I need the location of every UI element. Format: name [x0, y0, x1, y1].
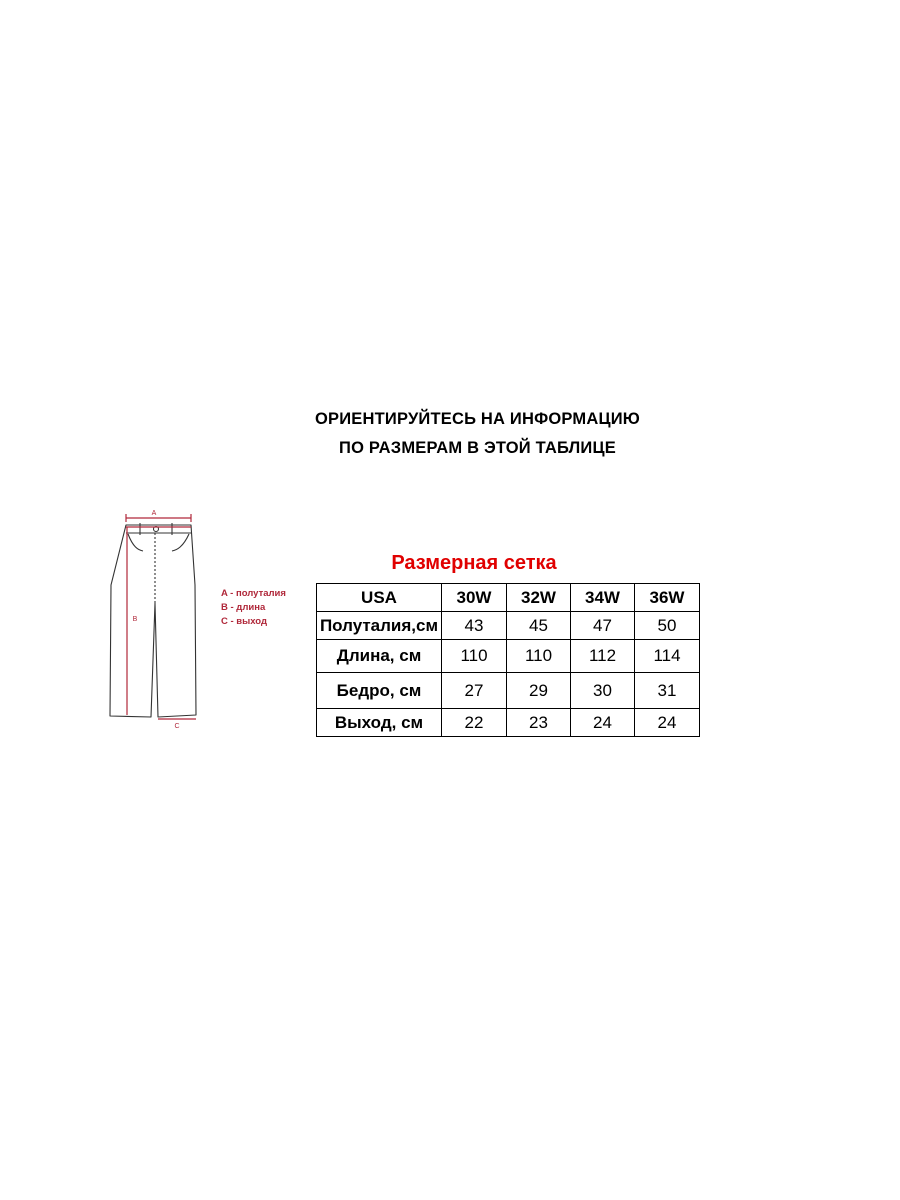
header-cell: 36W [635, 584, 700, 612]
legend-item-c: C - выход [221, 616, 268, 627]
label-b: B [132, 616, 138, 623]
header-cell: 30W [442, 584, 507, 612]
row-label: Выход, см [317, 709, 442, 737]
size-grid-title: Размерная сетка [391, 552, 557, 574]
page-heading [0, 405, 900, 463]
table-cell: 110 [442, 640, 507, 673]
table-cell: 24 [635, 709, 700, 737]
heading-line-1: ОРИЕНТИРУЙТЕСЬ НА ИНФОРМАЦИЮ [315, 410, 640, 428]
legend-item-a: A - полуталия [221, 588, 286, 599]
table-row [317, 612, 700, 640]
table-row [317, 640, 700, 673]
label-c: C [174, 723, 180, 730]
table-cell: 31 [635, 673, 700, 709]
table-cell: 50 [635, 612, 700, 640]
left-pocket [128, 534, 143, 551]
table-cell: 27 [442, 673, 507, 709]
table-cell: 114 [635, 640, 700, 673]
table-row [317, 673, 700, 709]
table-cell: 30 [571, 673, 635, 709]
table-cell: 29 [507, 673, 571, 709]
row-label: Бедро, см [317, 673, 442, 709]
header-cell: 32W [507, 584, 571, 612]
table-cell: 22 [442, 709, 507, 737]
table-row [317, 709, 700, 737]
size-table [316, 583, 700, 737]
heading-line-2: ПО РАЗМЕРАМ В ЭТОЙ ТАБЛИЦЕ [339, 439, 616, 457]
table-cell: 43 [442, 612, 507, 640]
row-label: Полуталия,см [317, 612, 442, 640]
pants-outline [110, 525, 196, 717]
header-cell: USA [317, 584, 442, 612]
header-cell: 34W [571, 584, 635, 612]
row-label: Длина, см [317, 640, 442, 673]
table-cell: 47 [571, 612, 635, 640]
table-cell: 112 [571, 640, 635, 673]
legend-item-b: B - длина [221, 602, 266, 613]
label-a: A [151, 510, 157, 517]
pants-measurement-diagram [100, 505, 210, 745]
table-cell: 23 [507, 709, 571, 737]
table-cell: 110 [507, 640, 571, 673]
measurement-legend [221, 587, 286, 629]
table-cell: 45 [507, 612, 571, 640]
table-cell: 24 [571, 709, 635, 737]
table-header-row [317, 584, 700, 612]
right-pocket [172, 534, 189, 551]
